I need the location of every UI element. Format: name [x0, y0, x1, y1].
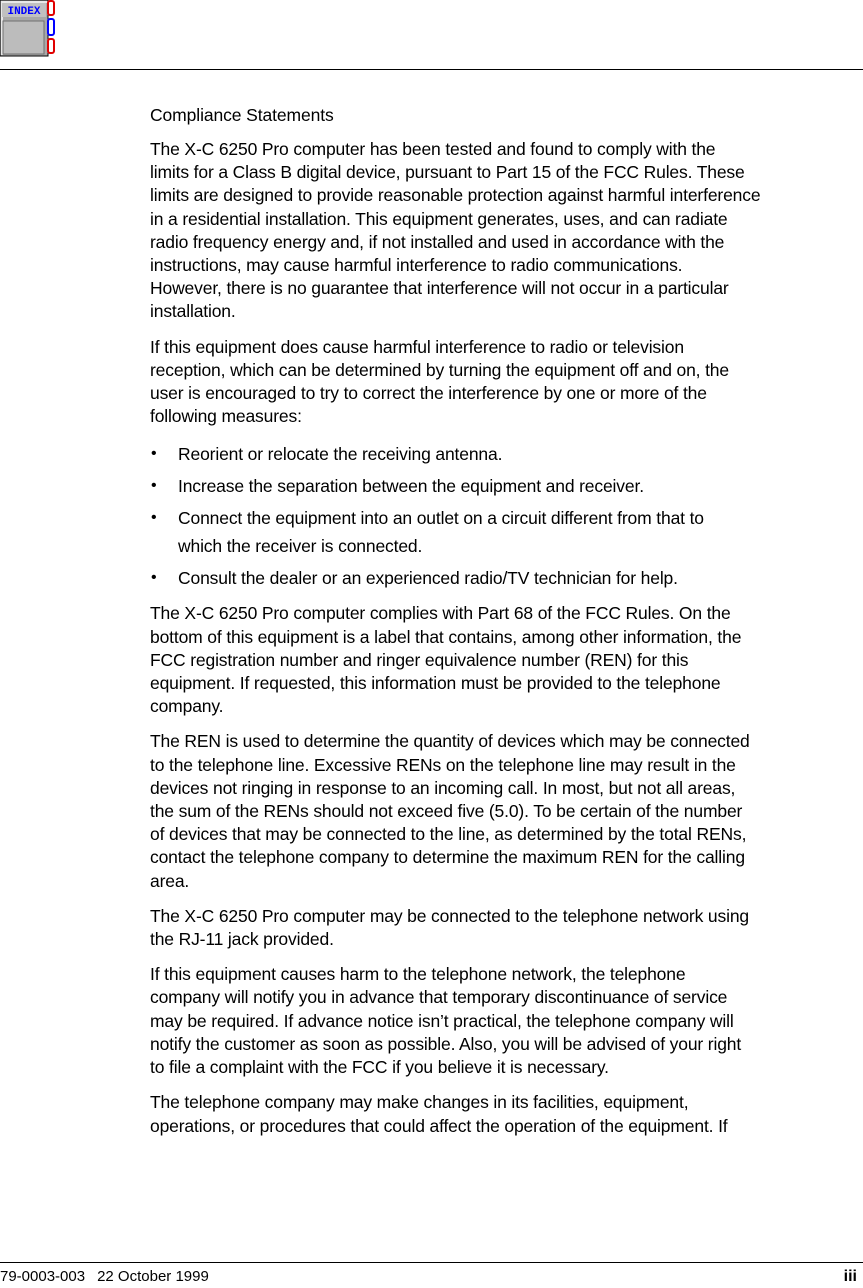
text-line: limits for a Class B digital device, pursuant to Part 15 of the FCC Rules. These — [150, 162, 745, 183]
page-content — [150, 104, 863, 1150]
list-item-text: Reorient or relocate the receiving antenna. — [178, 444, 503, 465]
text-line: devices not ringing in response to an incoming call. In most, but not all areas, — [150, 777, 736, 798]
text-line: notify the customer as soon as possible. Also, you will be advised of your right — [150, 1033, 742, 1054]
index-label: INDEX — [7, 6, 41, 18]
paragraph — [150, 336, 863, 429]
text-line: operations, or procedures that could affect the operation of the equipment. If — [150, 1115, 728, 1136]
text-line: installation. — [150, 301, 236, 322]
text-line: in a residential installation. This equipment generates, uses, and can radiate — [150, 208, 728, 229]
list-item — [150, 564, 863, 592]
text-line: If this equipment causes harm to the telephone network, the telephone — [150, 964, 686, 985]
list-item — [150, 440, 863, 468]
index-button[interactable] — [0, 0, 56, 58]
text-line: company will notify you in advance that temporary discontinuance of service — [150, 987, 728, 1008]
bullet-icon: • — [151, 445, 157, 463]
doc-date: 22 October 1999 — [97, 1268, 209, 1285]
text-line: the RJ-11 jack provided. — [150, 929, 334, 950]
text-line: following measures: — [150, 406, 302, 427]
tab-blue — [48, 19, 54, 35]
header-divider — [0, 69, 863, 70]
text-line: FCC registration number and ringer equivalence number (REN) for this — [150, 649, 689, 670]
paragraph — [150, 905, 863, 951]
text-line: instructions, may cause harmful interference to radio communications. — [150, 255, 683, 276]
list-item-text: Increase the separation between the equipment and receiver. — [178, 476, 644, 497]
measures-list — [150, 440, 863, 592]
paragraph — [150, 602, 863, 718]
footer-divider — [0, 1262, 863, 1263]
paragraph — [150, 730, 863, 892]
text-line: limits are designed to provide reasonable protection against harmful interference — [150, 185, 761, 206]
list-item-text: Consult the dealer or an experienced radio/TV technician for help. — [178, 568, 678, 589]
text-line: The telephone company may make changes in its facilities, equipment, — [150, 1092, 689, 1113]
text-line: the sum of the RENs should not exceed five (5.0). To be certain of the number — [150, 801, 743, 822]
list-item-text: Connect the equipment into an outlet on a circuit different from that to — [178, 508, 704, 529]
text-line: The X-C 6250 Pro computer may be connected to the telephone network using — [150, 905, 749, 926]
tab-red-top — [48, 1, 54, 15]
text-line: to the telephone line. Excessive RENs on the telephone line may result in the — [150, 754, 736, 775]
list-item — [150, 472, 863, 500]
text-line: user is encouraged to try to correct the interference by one or more of the — [150, 383, 707, 404]
footer-doc-info — [0, 1268, 209, 1286]
text-line: radio frequency energy and, if not installed and used in accordance with the — [150, 231, 725, 252]
text-line: If this equipment does cause harmful interference to radio or television — [150, 336, 684, 357]
text-line: of devices that may be connected to the line, as determined by the total RENs, — [150, 824, 747, 845]
bullet-icon: • — [151, 509, 157, 527]
tab-red-bottom — [48, 39, 54, 53]
paragraph — [150, 963, 863, 1079]
text-line: contact the telephone company to determine the maximum REN for the calling — [150, 847, 745, 868]
paragraph — [150, 1091, 863, 1137]
bullet-icon: • — [151, 569, 157, 587]
list-item — [150, 504, 863, 560]
paragraph — [150, 138, 863, 324]
text-line: The REN is used to determine the quantity of devices which may be connected — [150, 731, 750, 752]
text-line: equipment. If requested, this information must be provided to the telephone — [150, 673, 721, 694]
list-item-text: which the receiver is connected. — [178, 536, 423, 557]
text-line: bottom of this equipment is a label that contains, among other information, the — [150, 626, 742, 647]
page-number: iii — [843, 1268, 857, 1285]
text-line: The X-C 6250 Pro computer complies with Part 68 of the FCC Rules. On the — [150, 603, 731, 624]
bullet-icon: • — [151, 477, 157, 495]
text-line: company. — [150, 696, 224, 717]
doc-number: 79-0003-003 — [0, 1268, 86, 1285]
section-heading: Compliance Statements — [150, 105, 334, 125]
text-line: However, there is no guarantee that interference will not occur in a particular — [150, 278, 729, 299]
text-line: may be required. If advance notice isn’t practical, the telephone company will — [150, 1010, 734, 1031]
text-line: to file a complaint with the FCC if you believe it is necessary. — [150, 1057, 609, 1078]
text-line: area. — [150, 870, 190, 891]
text-line: The X-C 6250 Pro computer has been tested and found to comply with the — [150, 139, 716, 159]
text-line: reception, which can be determined by turning the equipment off and on, the — [150, 359, 729, 380]
